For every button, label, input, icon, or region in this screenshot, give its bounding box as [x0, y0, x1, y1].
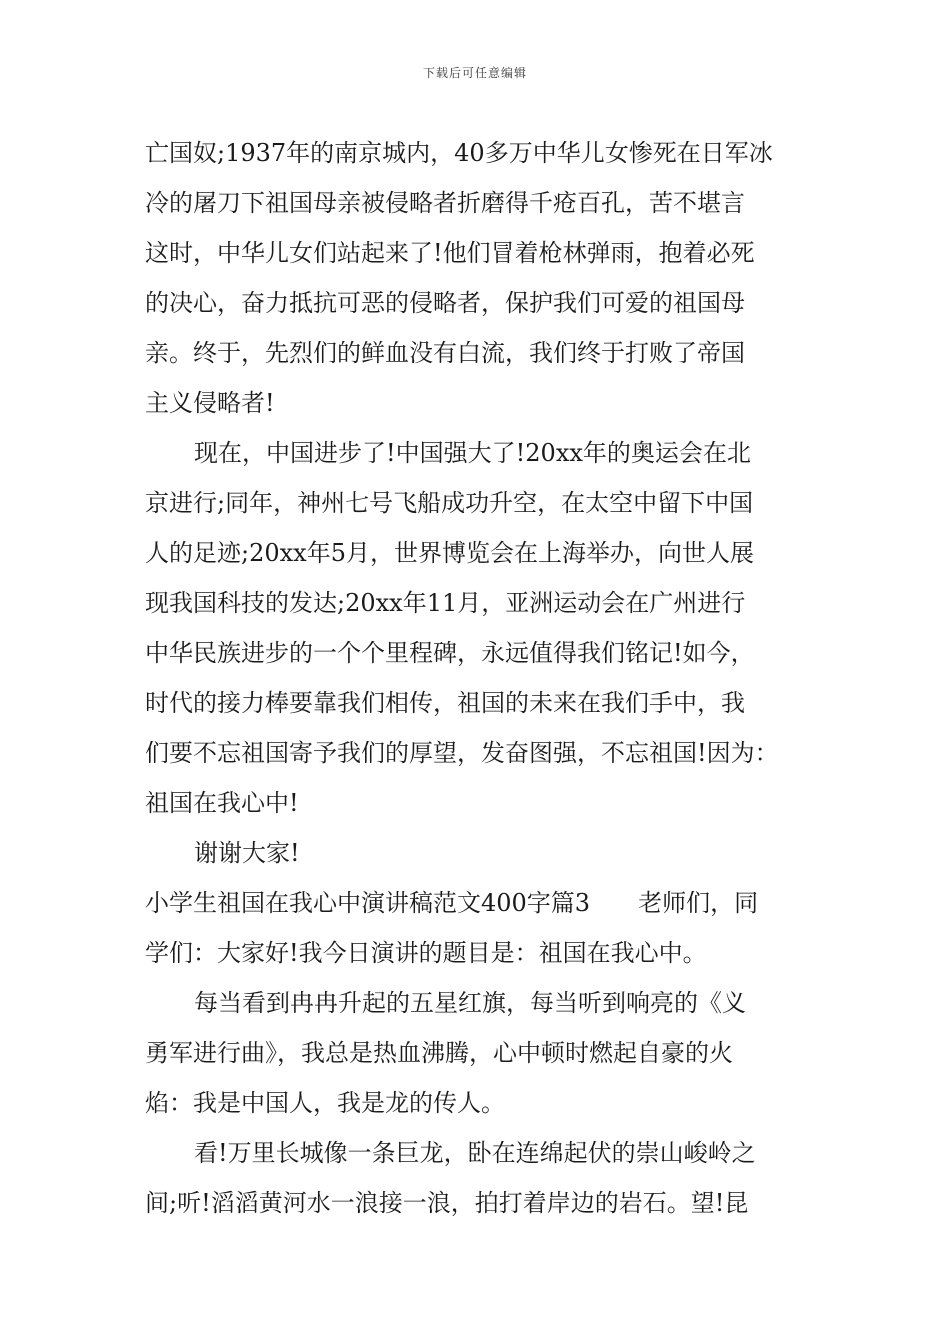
text-line: 人的足迹;20xx年5月，世界博览会在上海举办，向世人展 [145, 539, 754, 567]
page-header: 下载后可任意编辑 [422, 66, 527, 80]
document-body [145, 128, 825, 1228]
text-line: 间;听!滔滔黄河水一浪接一浪，拍打着岸边的岩石。望!昆 [145, 1189, 749, 1217]
text-line: 中华民族进步的一个个里程碑，永远值得我们铭记!如今， [145, 639, 755, 667]
text-line: 这时，中华儿女们站起来了!他们冒着枪林弹雨，抱着必死 [145, 239, 755, 267]
text-line: 的决心，奋力抵抗可恶的侵略者，保护我们可爱的祖国母 [145, 289, 745, 317]
text-line: 时代的接力棒要靠我们相传，祖国的未来在我们手中，我 [145, 689, 745, 717]
text-line: 看!万里长城像一条巨龙，卧在连绵起伏的崇山峻岭之 [194, 1139, 756, 1167]
text-line: 勇军进行曲》，我总是热血沸腾，心中顿时燃起自豪的火 [145, 1039, 733, 1067]
text-line: 祖国在我心中! [145, 789, 299, 817]
text-line: 们要不忘祖国寄予我们的厚望，发奋图强，不忘祖国!因为： [145, 739, 779, 767]
text-line: 亡国奴;1937年的南京城内，40多万中华儿女惨死在日军冰 [145, 139, 773, 167]
text-line: 主义侵略者! [145, 389, 275, 417]
text-line: 亲。终于，先烈们的鲜血没有白流，我们终于打败了帝国 [145, 339, 745, 367]
text-line: 京进行;同年，神州七号飞船成功升空，在太空中留下中国 [145, 489, 754, 517]
text-line: 谢谢大家! [194, 839, 300, 867]
text-line: 现在，中国进步了!中国强大了!20xx年的奥运会在北 [194, 439, 751, 467]
text-line: 现我国科技的发达;20xx年11月，亚洲运动会在广州进行 [145, 589, 746, 617]
text-line: 冷的屠刀下祖国母亲被侵略者折磨得千疮百孔，苦不堪言 [145, 189, 745, 217]
text-line: 焰：我是中国人，我是龙的传人。 [145, 1089, 505, 1117]
text-line: 每当看到冉冉升起的五星红旗，每当听到响亮的《义 [194, 989, 746, 1017]
text-line: 学们：大家好!我今日演讲的题目是：祖国在我心中。 [145, 939, 707, 967]
text-line: 小学生祖国在我心中演讲稿范文400字篇3 老师们，同 [145, 889, 759, 917]
